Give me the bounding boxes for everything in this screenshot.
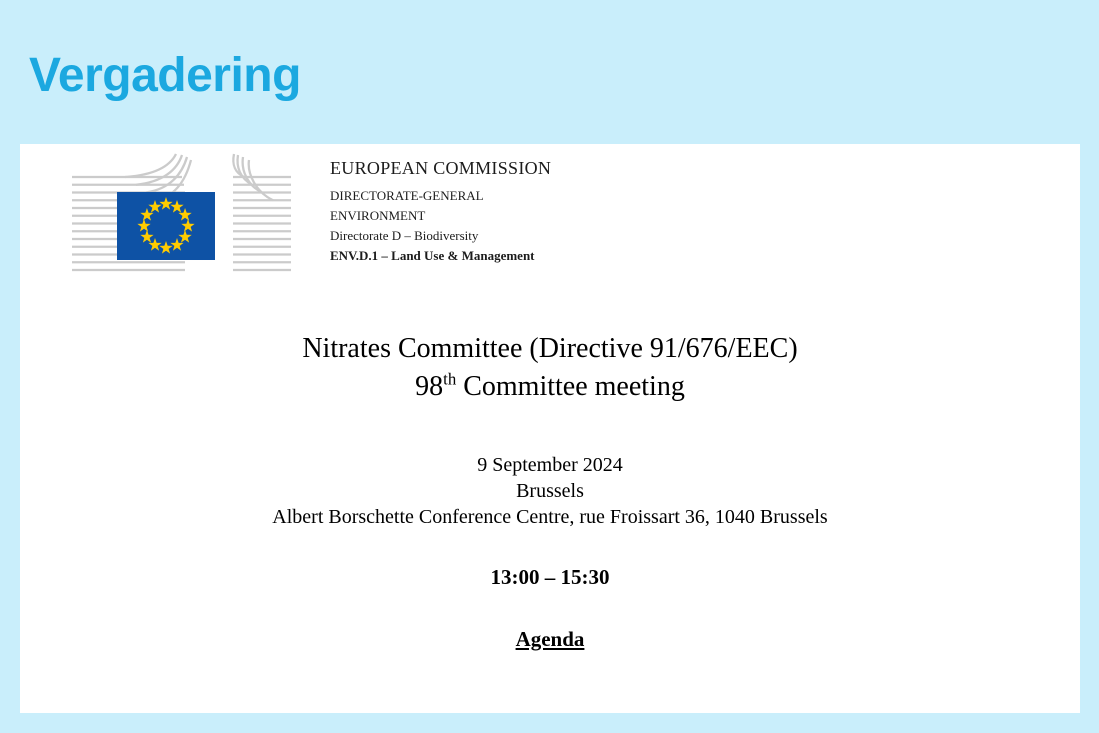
agenda-heading: Agenda <box>515 627 585 651</box>
meeting-venue: Albert Borschette Conference Centre, rue Froissart 36, 1040 Brussels <box>272 506 828 528</box>
logo-right-lines <box>233 154 291 270</box>
meeting-title <box>20 330 1080 406</box>
meeting-number: 98 <box>415 371 444 402</box>
meeting-city: Brussels <box>516 480 584 502</box>
committee-title-line: Nitrates Committee (Directive 91/676/EEC) <box>302 333 798 364</box>
meeting-line-rest: Committee meeting <box>456 371 685 402</box>
letterhead-institution: EUROPEAN COMMISSION <box>330 158 552 178</box>
meeting-number-line <box>20 368 1080 406</box>
page-title: Vergadering <box>29 49 301 102</box>
meeting-date: 9 September 2024 <box>477 454 623 476</box>
letterhead-unit: ENV.D.1 – Land Use & Management <box>330 248 535 263</box>
meeting-info <box>20 452 1080 530</box>
letterhead-directorate: Directorate D – Biodiversity <box>330 228 479 243</box>
letterhead-text <box>330 152 551 266</box>
meeting-number-suffix: th <box>443 369 457 389</box>
meeting-time: 13:00 – 15:30 <box>490 565 610 589</box>
letterhead <box>70 152 551 272</box>
letterhead-directorate-general: DIRECTORATE-GENERAL <box>330 188 484 203</box>
letterhead-department: ENVIRONMENT <box>330 208 426 223</box>
document-card <box>20 144 1080 713</box>
european-commission-logo-icon <box>70 152 294 272</box>
